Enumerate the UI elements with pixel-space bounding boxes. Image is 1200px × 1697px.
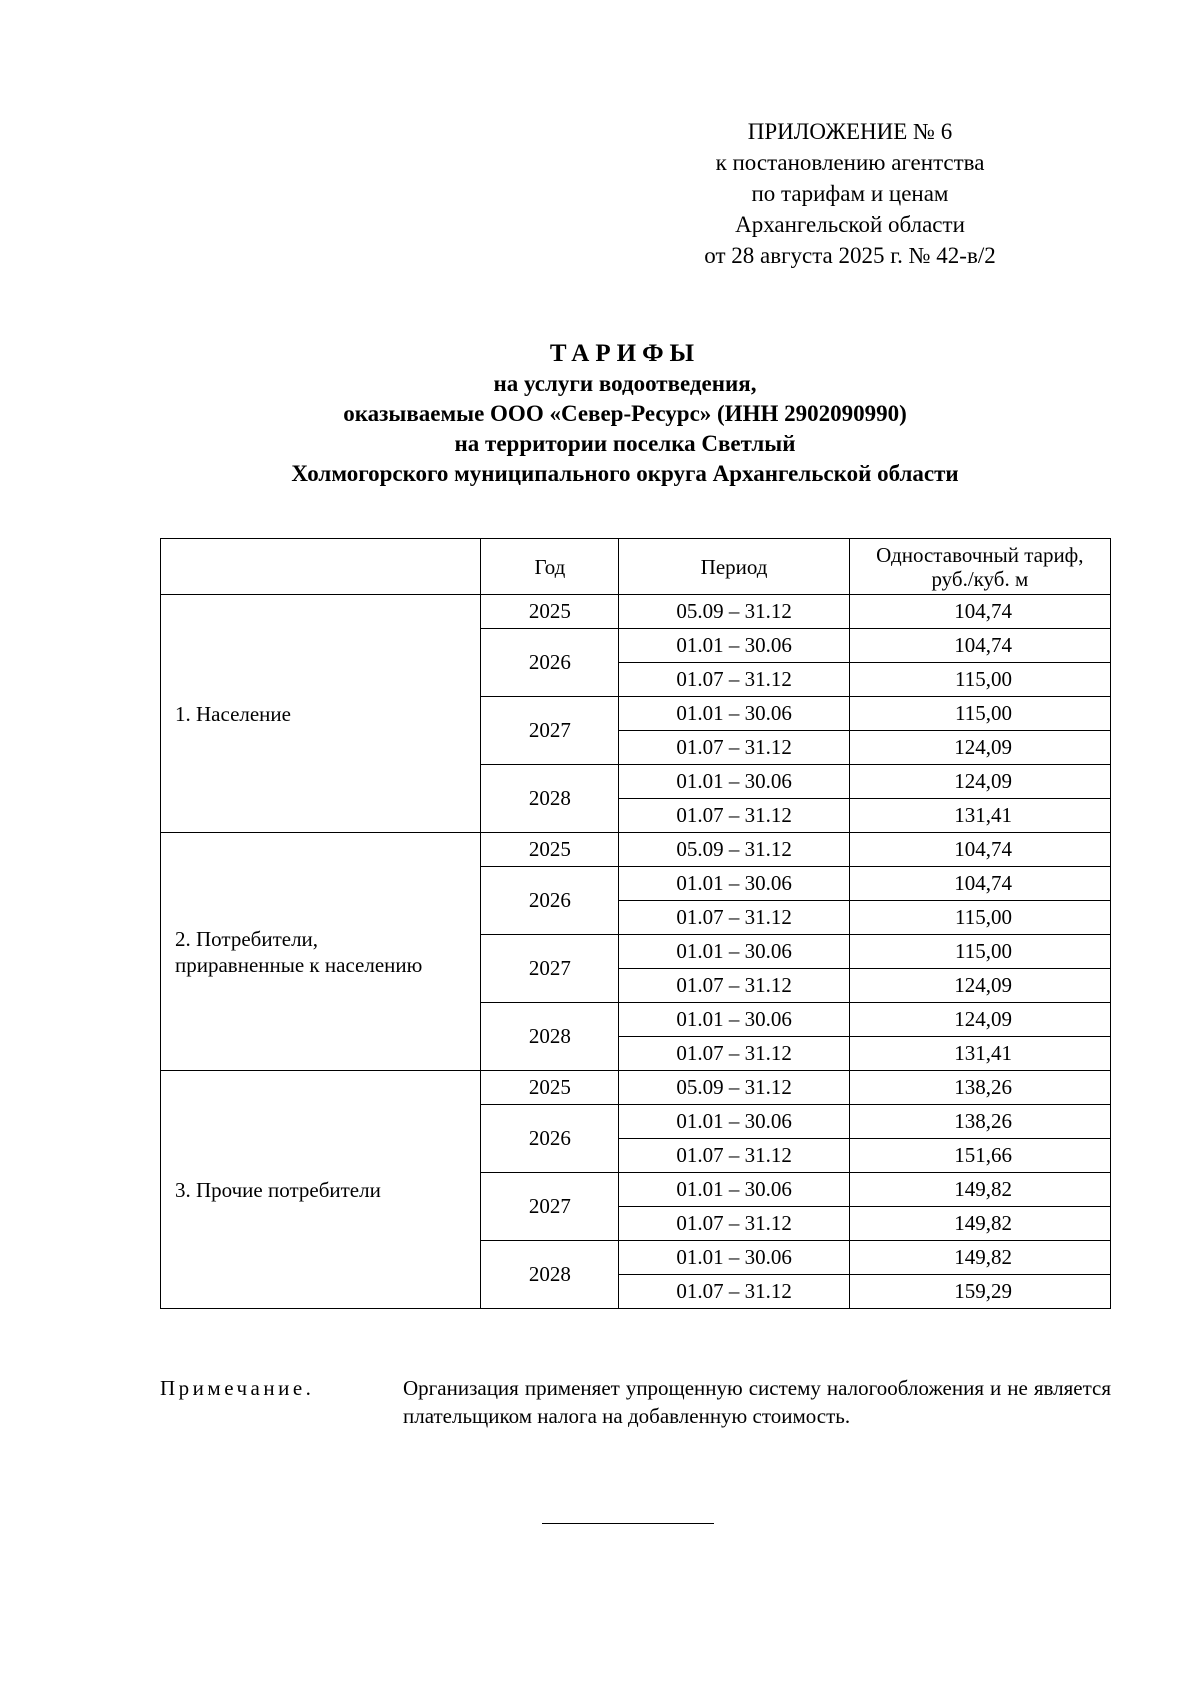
title-line: на территории поселка Светлый (454, 431, 796, 456)
year-cell: 2026 (481, 1105, 619, 1173)
category-cell (161, 833, 481, 1071)
appendix-number: ПРИЛОЖЕНИЕ № 6 (747, 119, 953, 144)
period-cell: 01.07 – 31.12 (619, 969, 849, 1003)
title-line: оказываемые ООО «Север-Ресурс» (ИНН 2902090990) (343, 401, 907, 426)
tariff-value-cell: 115,00 (849, 663, 1110, 697)
table-row (161, 833, 1111, 867)
category-cell (161, 1071, 481, 1309)
table-header-row (161, 539, 1111, 595)
table-row (161, 595, 1111, 629)
period-cell: 01.07 – 31.12 (619, 799, 849, 833)
tariff-value-cell: 124,09 (849, 969, 1110, 1003)
note-text: Организация применяет упрощенную систему налогообложения и не является плательщиком налога на добавленную стоимость. (403, 1376, 1111, 1428)
period-cell: 01.01 – 30.06 (619, 697, 849, 731)
tariff-value-cell: 149,82 (849, 1241, 1110, 1275)
appendix-line: по тарифам и ценам (751, 181, 949, 206)
tariff-value-cell: 124,09 (849, 1003, 1110, 1037)
header-year: Год (481, 539, 619, 595)
header-period: Период (619, 539, 849, 595)
year-cell: 2028 (481, 1003, 619, 1071)
title-heading: ТАРИФЫ (549, 340, 701, 367)
appendix-line: к постановлению агентства (715, 150, 985, 175)
table-row (161, 1071, 1111, 1105)
period-cell: 01.07 – 31.12 (619, 1139, 849, 1173)
header-tariff (849, 539, 1110, 595)
tariff-value-cell: 124,09 (849, 765, 1110, 799)
tariff-value-cell: 149,82 (849, 1207, 1110, 1241)
period-cell: 01.07 – 31.12 (619, 1207, 849, 1241)
header-tariff-line2: руб./куб. м (931, 566, 1029, 591)
period-cell: 05.09 – 31.12 (619, 1071, 849, 1105)
year-cell: 2027 (481, 697, 619, 765)
year-cell: 2026 (481, 629, 619, 697)
year-cell: 2026 (481, 867, 619, 935)
year-cell: 2028 (481, 765, 619, 833)
year-cell: 2025 (481, 833, 619, 867)
tariff-table (160, 538, 1111, 1309)
note-label: Примечание. (160, 1376, 315, 1400)
tariff-value-cell: 149,82 (849, 1173, 1110, 1207)
period-cell: 01.01 – 30.06 (619, 1003, 849, 1037)
table-body (161, 595, 1111, 1309)
period-cell: 05.09 – 31.12 (619, 833, 849, 867)
appendix-date: от 28 августа 2025 г. № 42-в/2 (704, 243, 996, 268)
category-label-line1: 3. Прочие потребители (175, 1177, 381, 1202)
category-label-line1: 2. Потребители, (175, 926, 319, 951)
appendix-reference (640, 116, 1060, 271)
tariff-value-cell: 104,74 (849, 833, 1110, 867)
header-category (161, 539, 481, 595)
tariff-value-cell: 131,41 (849, 1037, 1110, 1071)
document-title (150, 339, 1100, 489)
tariff-value-cell: 124,09 (849, 731, 1110, 765)
year-cell: 2027 (481, 935, 619, 1003)
period-cell: 01.01 – 30.06 (619, 1105, 849, 1139)
period-cell: 01.01 – 30.06 (619, 867, 849, 901)
tariff-value-cell: 104,74 (849, 595, 1110, 629)
period-cell: 01.07 – 31.12 (619, 731, 849, 765)
tariff-value-cell: 159,29 (849, 1275, 1110, 1309)
period-cell: 01.01 – 30.06 (619, 765, 849, 799)
period-cell: 01.01 – 30.06 (619, 1241, 849, 1275)
tariff-value-cell: 104,74 (849, 629, 1110, 663)
year-cell: 2028 (481, 1241, 619, 1309)
tariff-value-cell: 104,74 (849, 867, 1110, 901)
tariff-value-cell: 115,00 (849, 697, 1110, 731)
period-cell: 01.07 – 31.12 (619, 901, 849, 935)
tariff-value-cell: 138,26 (849, 1071, 1110, 1105)
year-cell: 2027 (481, 1173, 619, 1241)
period-cell: 01.01 – 30.06 (619, 935, 849, 969)
tariff-value-cell: 115,00 (849, 935, 1110, 969)
category-label-line1: 1. Население (175, 701, 291, 726)
category-cell (161, 595, 481, 833)
tariff-value-cell: 115,00 (849, 901, 1110, 935)
period-cell: 01.07 – 31.12 (619, 1037, 849, 1071)
tariff-value-cell: 138,26 (849, 1105, 1110, 1139)
tariff-value-cell: 131,41 (849, 799, 1110, 833)
title-line: Холмогорского муниципального округа Архангельской области (291, 461, 959, 486)
period-cell: 01.01 – 30.06 (619, 1173, 849, 1207)
closing-rule (542, 1523, 714, 1524)
title-line: на услуги водоотведения, (493, 371, 757, 396)
tariff-value-cell: 151,66 (849, 1139, 1110, 1173)
year-cell: 2025 (481, 1071, 619, 1105)
period-cell: 01.01 – 30.06 (619, 629, 849, 663)
period-cell: 01.07 – 31.12 (619, 663, 849, 697)
category-label-line2: приравненные к населению (175, 952, 423, 977)
appendix-line: Архангельской области (735, 212, 965, 237)
period-cell: 05.09 – 31.12 (619, 595, 849, 629)
header-tariff-line1: Одноставочный тариф, (876, 542, 1084, 567)
period-cell: 01.07 – 31.12 (619, 1275, 849, 1309)
year-cell: 2025 (481, 595, 619, 629)
